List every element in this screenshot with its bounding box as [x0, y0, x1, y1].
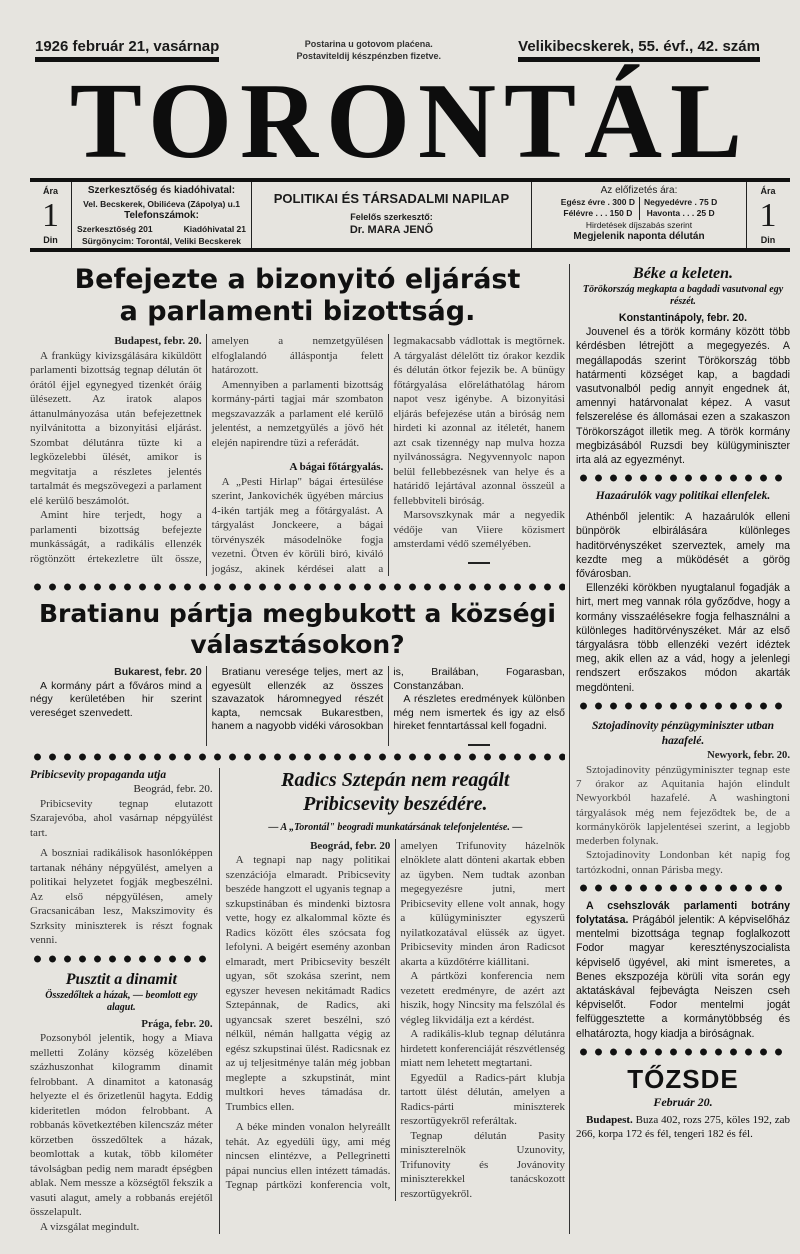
- article-bratianu: [30, 666, 565, 746]
- paper-info: [252, 182, 532, 248]
- paragraph: A vizsgálat megindult.: [40, 1220, 140, 1233]
- subheading: A bágai főtárgyalás.: [289, 461, 384, 473]
- article-title: Hazaárulók vagy politikai ellenfelek.: [595, 490, 771, 503]
- headline-line-1: Befejezte a bizonyitó eljárást: [74, 264, 521, 295]
- phones-title: Telefonszámok:: [124, 210, 199, 221]
- dateline: Newyork, febr. 20.: [707, 749, 790, 761]
- market-city: Budapest.: [586, 1113, 633, 1126]
- dateline: Bukarest, febr. 20: [114, 666, 202, 678]
- article-radics: [226, 839, 565, 1202]
- paragraph: A béke minden vonalon helyreállt tehát. Az egyedüli ügy, ami még nincsen elintézve, a Pellegrinetti pápai nuncius ellen intézett támadás. Tegnap pártközi konferencia volt, amelyen Trifunovity házelnök elnöklete alatt dönteni akartak ebben az ügyben. Nem tudtak azonban megegyezésre jutni, mert Pribicsevity ellene volt annak, hogy a külügyminiszter egyszerü nyilatkozatával elüssék az ügyet. Pribicsevity minden áron Radicsot akarta a küzdőtérre kiállitani.: [225, 839, 565, 1191]
- page-body: [30, 264, 790, 1234]
- paragraph: Sztojadinovity pénzügyminiszter tegnap este 7 órakor az Aquitania hajón elindult Newyorkból hazafelé. A washingtoni tárgyalások még nem fejeződtek be, de a kormánykörök lapjelentései szerint, a legjobb mederben folynak.: [576, 764, 790, 848]
- price-quarter: Negyedévre . 75 D: [643, 196, 718, 207]
- market-prices: Buza 402, rozs 275, köles 192, zab 266, korpa 172 és fél, tengeri 182 és fél.: [576, 1113, 790, 1141]
- dot-divider: [30, 752, 565, 762]
- price-month: Havonta . . . 25 D: [646, 208, 715, 218]
- left-column: [30, 768, 220, 1235]
- price-year: Egész évre . 300 D: [560, 196, 635, 207]
- paragraph: Amennyiben a parlamenti bizottság kormány-párti tagjai már szombaton megszavazzák a parlament elé kerülő jelentést, a nemzetgyülés a jövő hét elején napirendre tüzi a referádát.: [211, 378, 384, 449]
- editor-label: Felelős szerkesztő:: [350, 212, 433, 222]
- price-half-year: Félévre . . . 150 D: [563, 208, 633, 218]
- issue-number: Velikibecskerek, 55. évf., 42. szám: [518, 38, 760, 62]
- paragraph: A pártközi konferencia nem vezetett eredményre, de azért azt hiszik, hogy Nincsity ma felszólal és végleg likvidálja ezt a kérdést.: [400, 970, 565, 1026]
- dot-divider: [30, 954, 213, 964]
- price-unit: Din: [760, 235, 776, 245]
- office-info: [72, 182, 252, 248]
- paragraph: A frankügy kivizsgálására kiküldött parlamenti bizottság tegnap délután öt órától éjjel egynegyed tizenkét óráig ülésezett. Az iratok alapos áttanulmányozása után befejezettnek nyilvánitotta a bizonyitási eljárást. Szombat délutánra tüzte ki a legközelebbi ülését, amikor is megvitatja a részletes jelentés tartalmát és megszövegezi a parlament elé kerülő beszámolót.: [30, 349, 202, 507]
- dot-divider: [576, 473, 790, 483]
- paper-subtitle: POLITIKAI ÉS TÁRSADALMI NAPILAP: [273, 191, 510, 206]
- dot-divider: [576, 1047, 790, 1057]
- paragraph: Pribicsevity tegnap elutazott Szarajevóba, ahol vasárnap népgyülést tart.: [30, 797, 213, 839]
- issue-date: 1926 február 21, vasárnap: [35, 38, 219, 62]
- paragraph: Prágából jelentik: A képviselőház mentelmi bizottsága tegnap foglalkozott Fodor magyar keresztényszocialista képviselő ügyével, aki mint ismeretes, a Benes ekszpozéja körüli vita során egy aktatáskával fejbevágta Neiszen cseh képviselőt. Fodor mentelmi jogát felfüggesztette a kormánytöbbség és elhatározta, hogy kiadja a biróságnak.: [576, 913, 790, 1040]
- headline-line-1: Radics Sztepán nem reagált: [281, 768, 510, 791]
- dateline: Budapest, febr. 20.: [114, 335, 202, 347]
- article-title: Béke a keleten.: [633, 265, 733, 282]
- subscription-info: [532, 182, 747, 248]
- headline-line-2: választásokon?: [190, 630, 405, 659]
- article-title: Pribicsevity propaganda utja: [30, 768, 167, 781]
- subscription-title: Az előfizetés ára:: [600, 185, 678, 196]
- dateline: Beográd, febr. 20.: [133, 783, 213, 795]
- headline-line-2: a parlamenti bizottság.: [119, 296, 476, 327]
- paragraph: Egyedül a Radics-párt klubja tartott ülést délután, amelyen a Radics-párti miniszterek reszortügyekről referáltak.: [400, 1071, 565, 1127]
- office-address: Vel. Becskerek, Obilićeva (Zápolya) u.1: [83, 198, 240, 209]
- article-pribicsevity: [30, 768, 213, 948]
- article-lead: A csehszlovák parlamenti botrány folytatása.: [576, 899, 790, 926]
- right-column: [570, 264, 790, 1234]
- article-subtitle: Összedőltek a házak, — beomlott egy alagut.: [45, 989, 198, 1013]
- headline-radics: [226, 768, 565, 816]
- top-line: [35, 38, 760, 62]
- paragraph: A tegnapi nap nagy politikai szenzációja elmaradt. Pribicsevity beszéde hangzott el ugyanis tegnap a szkupstinában és mindenki biztosra vette, hogy ez alkalommal közte és Radics között éles szócsata fog lefolyni. A beigért esemény azonban elmaradt, mert Pribicsevity beszélt ugyan, sőt szokása szerint, nem egyszer hevesen nekitámadt Radics Sztepánnak, de Radics, aki ugyancsak szeret beszélni, szó nélkül, némán hallgatta végig az egész szkupstinai ülést. Radicsnak ez az uj teljesitménye talán még jobban meglepte a szkupstinát, mint multkori heves támadása dr. Trumbics ellen.: [225, 854, 391, 1113]
- paragraph: Jouvenel és a török kormány között több kérdésben létrejött a megegyezés. A megállapodás szerint Törökország több határmenti községet kap, a bagdadi vasutvonalból pedig annyit engednek át, amennyi határvonalat képez. A vasut felszerelése és állomásai ezen a szakaszon Törökországot illetik meg. A török kormány megbizásából Ruzsdi bey külügyminiszter irta alá az egyezményt.: [576, 326, 790, 467]
- main-area: [30, 264, 570, 1234]
- paragraph: A boszniai radikálisok hasonlóképpen tartanak néhány népgyülést, amelyen a politikai helyzetet fogják megbeszélni. Az első népgyülésen, amely Gracsanicában lesz, Makszimovity és Szrksity miniszterek is részt fognak venni.: [30, 847, 213, 946]
- paragraph: Sztojadinovity Londonban két napig fog tartózkodni, onnan Párisba megy.: [576, 849, 790, 876]
- phone-publisher: Kiadóhivatal 21: [183, 223, 246, 234]
- byline: — A „Torontál" beogradi munkatársának telefonjelentése. —: [268, 821, 523, 833]
- price-value: 1: [42, 197, 59, 234]
- appears-note: Megjelenik naponta délután: [573, 231, 705, 242]
- office-title: Szerkesztőség és kiadóhivatal:: [87, 185, 236, 196]
- telegram-address: Sürgönycim: Torontál, Veliki Becskerek: [81, 236, 242, 246]
- paragraph: Amint hire terjedt, hogy a parlamenti bizottság befejezte munkásságát, a radikális ellenzék rögtönzött értekezletre ült össze, amelyen a nemzetgyülésen elfoglalandó álláspontja felett határozott.: [30, 335, 384, 565]
- postage-line-1: Postarina u gotovom plaćena.: [304, 39, 433, 49]
- article-subtitle: Törökország megkapta a bagdadi vasutvonal egy részét.: [582, 284, 784, 307]
- paragraph: A kormány párt a főváros mind a négy kerületében hir szerint vereséget szenvedett.: [30, 679, 202, 719]
- paragraph: Ellenzéki körökben nyugtalanul fogadják a hirt, mert meg vannak róla győződve, hogy a kormány visszaélésekre fogja felhasználni a különleges haditörvényszéket. Már az első tárgyalásra több ellenzéki vezért idéztek meg, akik ellen az a vád, hogy a jelenlegi rendszert erőszakos módon akarták megdönteni.: [576, 582, 790, 694]
- paragraph: A részletes eredmények különben még nem ismertek és igy az első hireket fenntartással kell fogadni.: [393, 693, 565, 732]
- paragraph: A „Pesti Hirlap" bágai értesülése szerint, Jankovichék ügyében március 4-ikén tartják meg a főtárgyalást. A tárgyalást Jonckeere, a bágai törvényszék másodelnöke fogja vezetni. Ötven év körüli biró, kiváló jogász, akinek kérdései alatt a legmakacsabb vádlottak is megtörnek. A tárgyalást délelőtt tiz órakor kezdik és délután ötkor fejezik be. A bünügy főtárgyalása előreláthatólag három napot vesz igénybe. A bizonyitási eljárás befejezése után a biróság nem hirdeti ki azonnal az itéletét, hanem azt csak tizennégy nap mulva hozza nyilvánosságra. Negyvennyolc napon belül fellebbezésnek van helye és a határidő lejártával azonnal összeül a fellebbviteli biróság.: [211, 335, 565, 575]
- headline-bratianu: [30, 598, 565, 660]
- dot-divider: [576, 883, 790, 893]
- dot-divider: [576, 701, 790, 711]
- dateline: Beográd, febr. 20: [310, 839, 391, 852]
- paragraph: Marsovszkynak már a negyedik védője van Viiere közismert amsterdami védő személyében.: [393, 509, 565, 550]
- dateline: Prága, febr. 20.: [141, 1017, 213, 1030]
- price-unit: Din: [43, 235, 58, 245]
- paragraph: Pozsonyból jelentik, hogy a Miava melletti Zolány község közelében százhuszonhat kilogramm dinamit felrobbant. A dinamitot a katonaság helyezte el és őrizetlenül hagyta. Eddig kideritetlen módon felrobbant. A robbanás következtében kilencszáz méter körzetben összedőltek a házak, beomlottak a kutak, több kilométer távolságban pedig nem maradt épségben ablak. Nem messze a községtől fekszik a vasuti alagut, amely a robbanás erejétől összelapult.: [30, 1032, 213, 1218]
- info-bar: [30, 178, 790, 252]
- phone-editorial: Szerkesztőség 201: [77, 223, 153, 234]
- editor-name: Dr. MARA JENŐ: [349, 224, 434, 236]
- paragraph: A radikális-klub tegnap délutánra hirdetett konferenciáját részvétlenség miatt nem lehetett megtartani.: [400, 1028, 565, 1069]
- article-title: Pusztit a dinamit: [65, 970, 177, 988]
- stock-exchange-title: TŐZSDE: [627, 1063, 739, 1094]
- headline-line-2: Pribicsevity beszédére.: [303, 792, 488, 815]
- price-right: [747, 182, 789, 248]
- postage-note: [296, 38, 441, 62]
- radics-section: [220, 768, 565, 1235]
- price-label: Ára: [760, 186, 776, 196]
- article-frankugy: [30, 334, 565, 576]
- masthead-logo: TORONTÁL: [69, 62, 751, 181]
- dateline: Február 20.: [653, 1094, 713, 1109]
- price-value: 1: [759, 197, 777, 234]
- headline-frankugy: [30, 264, 565, 328]
- article-title: Sztojadinovity pénzügyminiszter utban hazafelé.: [591, 719, 775, 747]
- price-left: [30, 182, 72, 248]
- dateline: Konstantinápoly, febr. 20.: [618, 312, 748, 324]
- headline-line-1: Bratianu pártja megbukott a községi: [38, 599, 557, 628]
- ads-note: Hirdetések díjszabás szerint: [585, 219, 693, 230]
- postage-line-2: Postaviteldij készpénzben fizetve.: [296, 51, 441, 61]
- dot-divider: [30, 582, 565, 592]
- price-label: Ára: [42, 186, 58, 196]
- paragraph-continued: Bratianu veresége teljes, mert az egyesült ellenzék az összes szavazatok háromnegyed részét kapta, nemcsak Bukarestben, hanem a nagyobb vidéki városokban is, Brailában, Fogarasban, Constanzában.: [211, 666, 565, 732]
- paragraph: Athénből jelentik: A hazaárulók elleni bünpörök elbirálására különleges haditörvényszéket szerveztek, amely ma kezdte meg a müködését a görög fővárosban.: [576, 511, 790, 581]
- article-dinamit: [30, 970, 213, 1235]
- paragraph: Tegnap délután Pasity miniszterelnök Uzunovity, Trifunovity és Jovánovity miniszterekkel tanácskozott reszortügyekről.: [400, 1129, 565, 1200]
- lower-section: [30, 768, 565, 1235]
